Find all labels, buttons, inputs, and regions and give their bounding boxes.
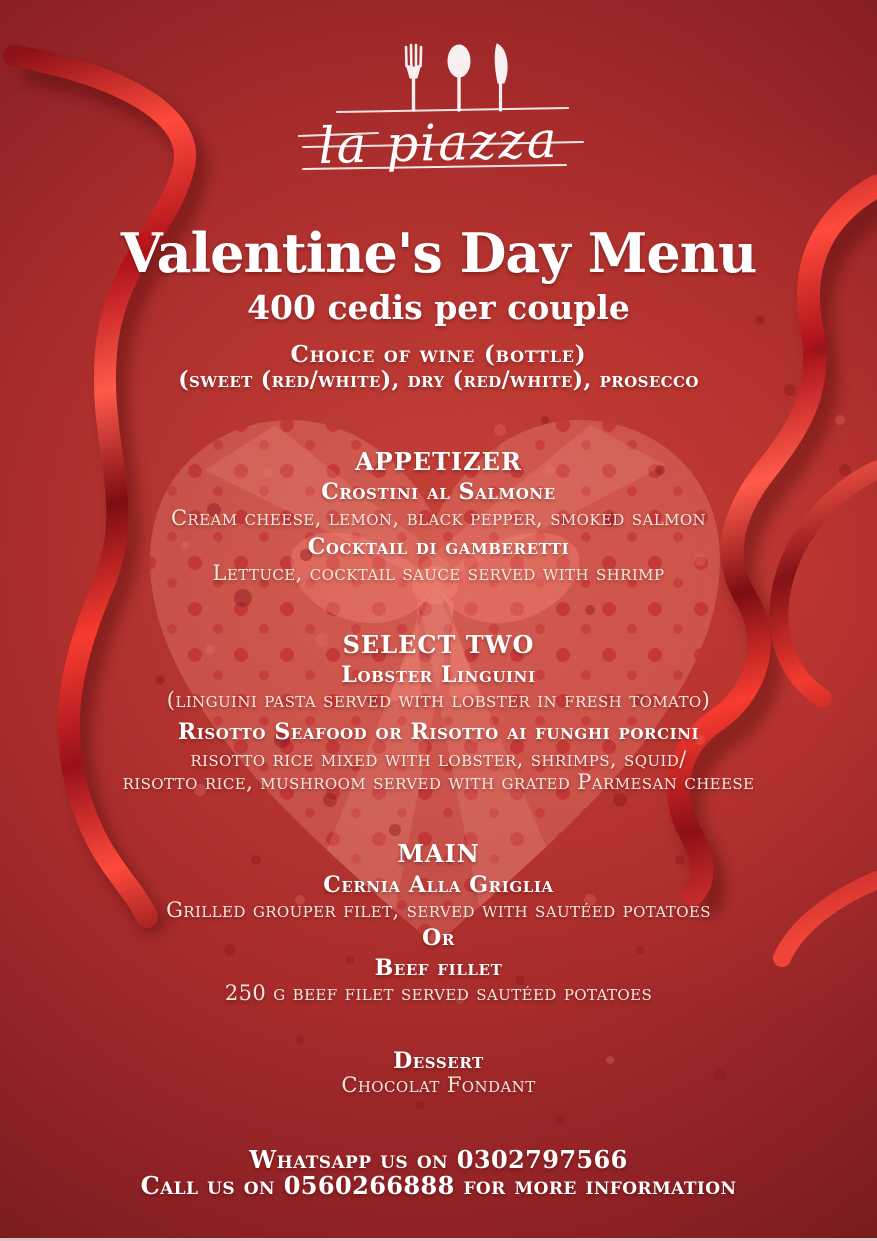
section-heading-select-two: SELECT TWO xyxy=(342,630,535,659)
dish-description-cocktail: Lettuce, cocktail sauce served with shrimp xyxy=(212,561,665,585)
wine-choice-options: (sweet (red/white), dry (red/white), prosecco xyxy=(178,367,699,393)
dish-description-beef-fillet: 250 g beef filet served sautéed potatoes xyxy=(224,981,653,1005)
dish-description-risotto-line2: risotto rice, mushroom served with grated Parmesan cheese xyxy=(122,770,755,794)
section-heading-main: MAIN xyxy=(397,839,480,868)
dish-name-lobster-linguini: Lobster Linguini xyxy=(341,662,536,688)
dish-description-risotto-line1: risotto rice mixed with lobster, shrimps, squid/ xyxy=(190,747,687,771)
menu-title: Valentine's Day Menu xyxy=(120,221,757,285)
footer-whatsapp-line: Whatsapp us on 0302797566 xyxy=(249,1145,628,1174)
section-heading-dessert: Dessert xyxy=(393,1048,484,1074)
wine-choice-title: Choice of wine (bottle) xyxy=(290,341,587,368)
dish-description-lobster-linguini: (linguini pasta served with lobster in fresh tomato) xyxy=(166,688,711,712)
dish-name-beef-fillet: Beef fillet xyxy=(374,955,503,981)
dish-description-cernia: Grilled grouper filet, served with sautéed potatoes xyxy=(166,898,711,922)
dish-name-chocolat-fondant: Chocolat Fondant xyxy=(341,1073,536,1097)
brand-logo: la piazza xyxy=(317,110,560,176)
dish-name-cernia: Cernia Alla Griglia xyxy=(323,872,554,898)
dish-name-crostini: Crostini al Salmone xyxy=(321,479,556,505)
menu-price: 400 cedis per couple xyxy=(247,288,630,327)
footer-call-line: Call us on 0560266888 for more information xyxy=(140,1171,737,1200)
main-or-separator: Or xyxy=(422,925,455,951)
section-heading-appetizer: APPETIZER xyxy=(355,447,522,476)
dish-name-risotto: Risotto Seafood or Risotto ai funghi porcini xyxy=(177,719,700,745)
dish-name-cocktail: Cocktail di gamberetti xyxy=(307,534,570,560)
dish-description-crostini: Cream cheese, lemon, black pepper, smoked salmon xyxy=(170,506,707,530)
fork-spoon-knife-icon xyxy=(406,44,507,110)
